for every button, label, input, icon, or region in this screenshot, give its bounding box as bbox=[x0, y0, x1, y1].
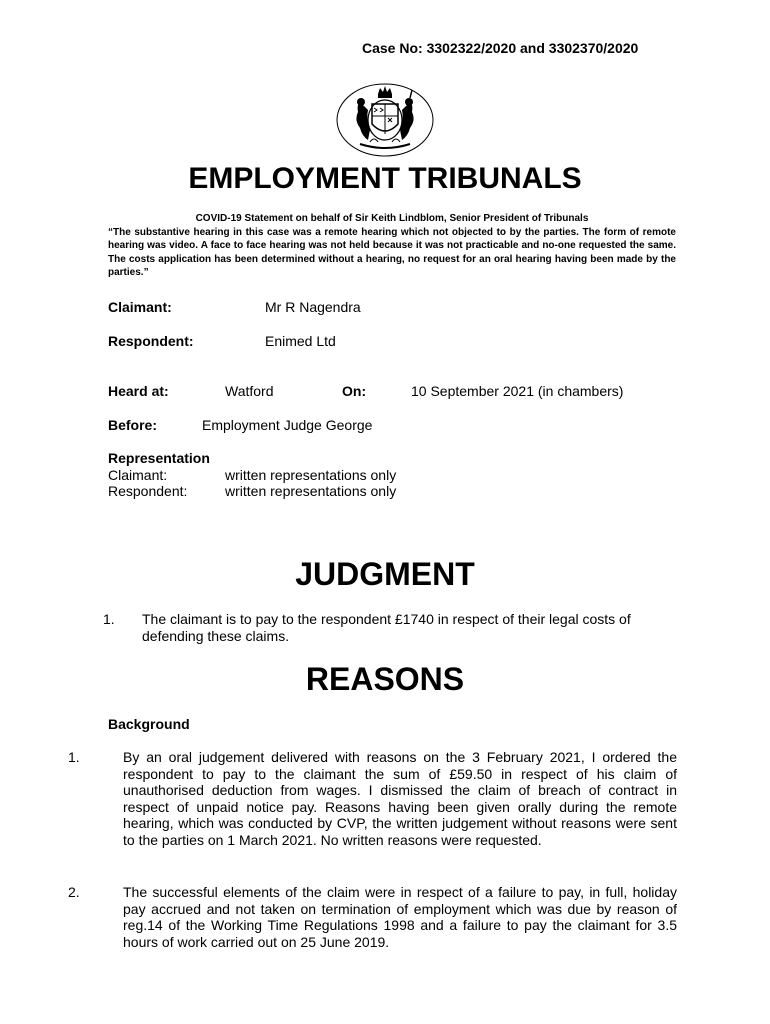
claimant-label: Claimant: bbox=[108, 299, 172, 315]
representation-claimant-value: written representations only bbox=[225, 466, 397, 483]
representation-claimant-row bbox=[108, 467, 396, 484]
representation-claimant-label: Claimant: bbox=[108, 466, 168, 483]
representation-heading: Representation bbox=[108, 450, 210, 466]
reason-paragraph-number: 1. bbox=[68, 749, 80, 765]
representation-respondent-label: Respondent: bbox=[108, 483, 188, 499]
covid-statement bbox=[108, 212, 676, 280]
judgment-item-text: The claimant is to pay to the respondent £1740 in respect of their legal costs of defending these claims. bbox=[142, 611, 631, 644]
judgment-item-number: 1. bbox=[103, 611, 115, 627]
heard-at-value: Watford bbox=[225, 383, 274, 399]
royal-coat-of-arms-icon bbox=[334, 80, 436, 158]
covid-statement-heading: COVID-19 Statement on behalf of Sir Keith Lindblom, Senior President of Tribunals bbox=[195, 213, 589, 224]
covid-statement-body: “The substantive hearing in this case was a remote hearing which not objected to by the parties. The form of remote hearing was video. A face to face hearing was not held because it was not practicable and no-one requested the same. The costs application has been determined without a hearing, no request for an oral hearing having been made by the parties.” bbox=[108, 226, 676, 278]
representation-respondent-value: written representations only bbox=[225, 483, 397, 499]
heard-at-label: Heard at: bbox=[108, 383, 169, 399]
representation-respondent-row bbox=[108, 483, 396, 500]
respondent-name: Enimed Ltd bbox=[265, 333, 336, 349]
before-label: Before: bbox=[108, 417, 158, 433]
respondent-label: Respondent: bbox=[108, 333, 194, 349]
claimant-name: Mr R Nagendra bbox=[265, 299, 361, 315]
case-number: Case No: 3302322/2020 and 3302370/2020 bbox=[362, 40, 639, 56]
hearing-date-label: On: bbox=[342, 383, 367, 399]
background-subheading: Background bbox=[108, 716, 190, 732]
document-title: EMPLOYMENT TRIBUNALS bbox=[188, 162, 582, 195]
judgment-heading: JUDGMENT bbox=[295, 556, 475, 592]
reason-paragraph: The successful elements of the claim were in respect of a failure to pay, in full, holiday pay accrued and not taken on termination of employment which was due by reason of reg.14 of the Working Time Regulations 1998 and a failure to pay the claimant for 3.5 hours of work carried out on 25 June 2019. bbox=[123, 884, 677, 950]
reasons-heading: REASONS bbox=[305, 661, 465, 697]
judge-name: Employment Judge George bbox=[202, 417, 373, 433]
hearing-date-value: 10 September 2021 (in chambers) bbox=[411, 383, 624, 399]
reason-paragraph-number: 2. bbox=[68, 884, 80, 900]
representation-section bbox=[108, 450, 396, 500]
reason-paragraph: By an oral judgement delivered with reasons on the 3 February 2021, I ordered the respondent to pay to the claimant the sum of £59.50 in respect of his claim of unauthorised deduction from wages. I dismissed the claim of breach of contract in respect of unpaid notice pay. Reasons having been given orally during the remote hearing, which was conducted by CVP, the written judgement without reasons were sent to the parties on 1 March 2021. No written reasons were requested. bbox=[123, 749, 677, 848]
